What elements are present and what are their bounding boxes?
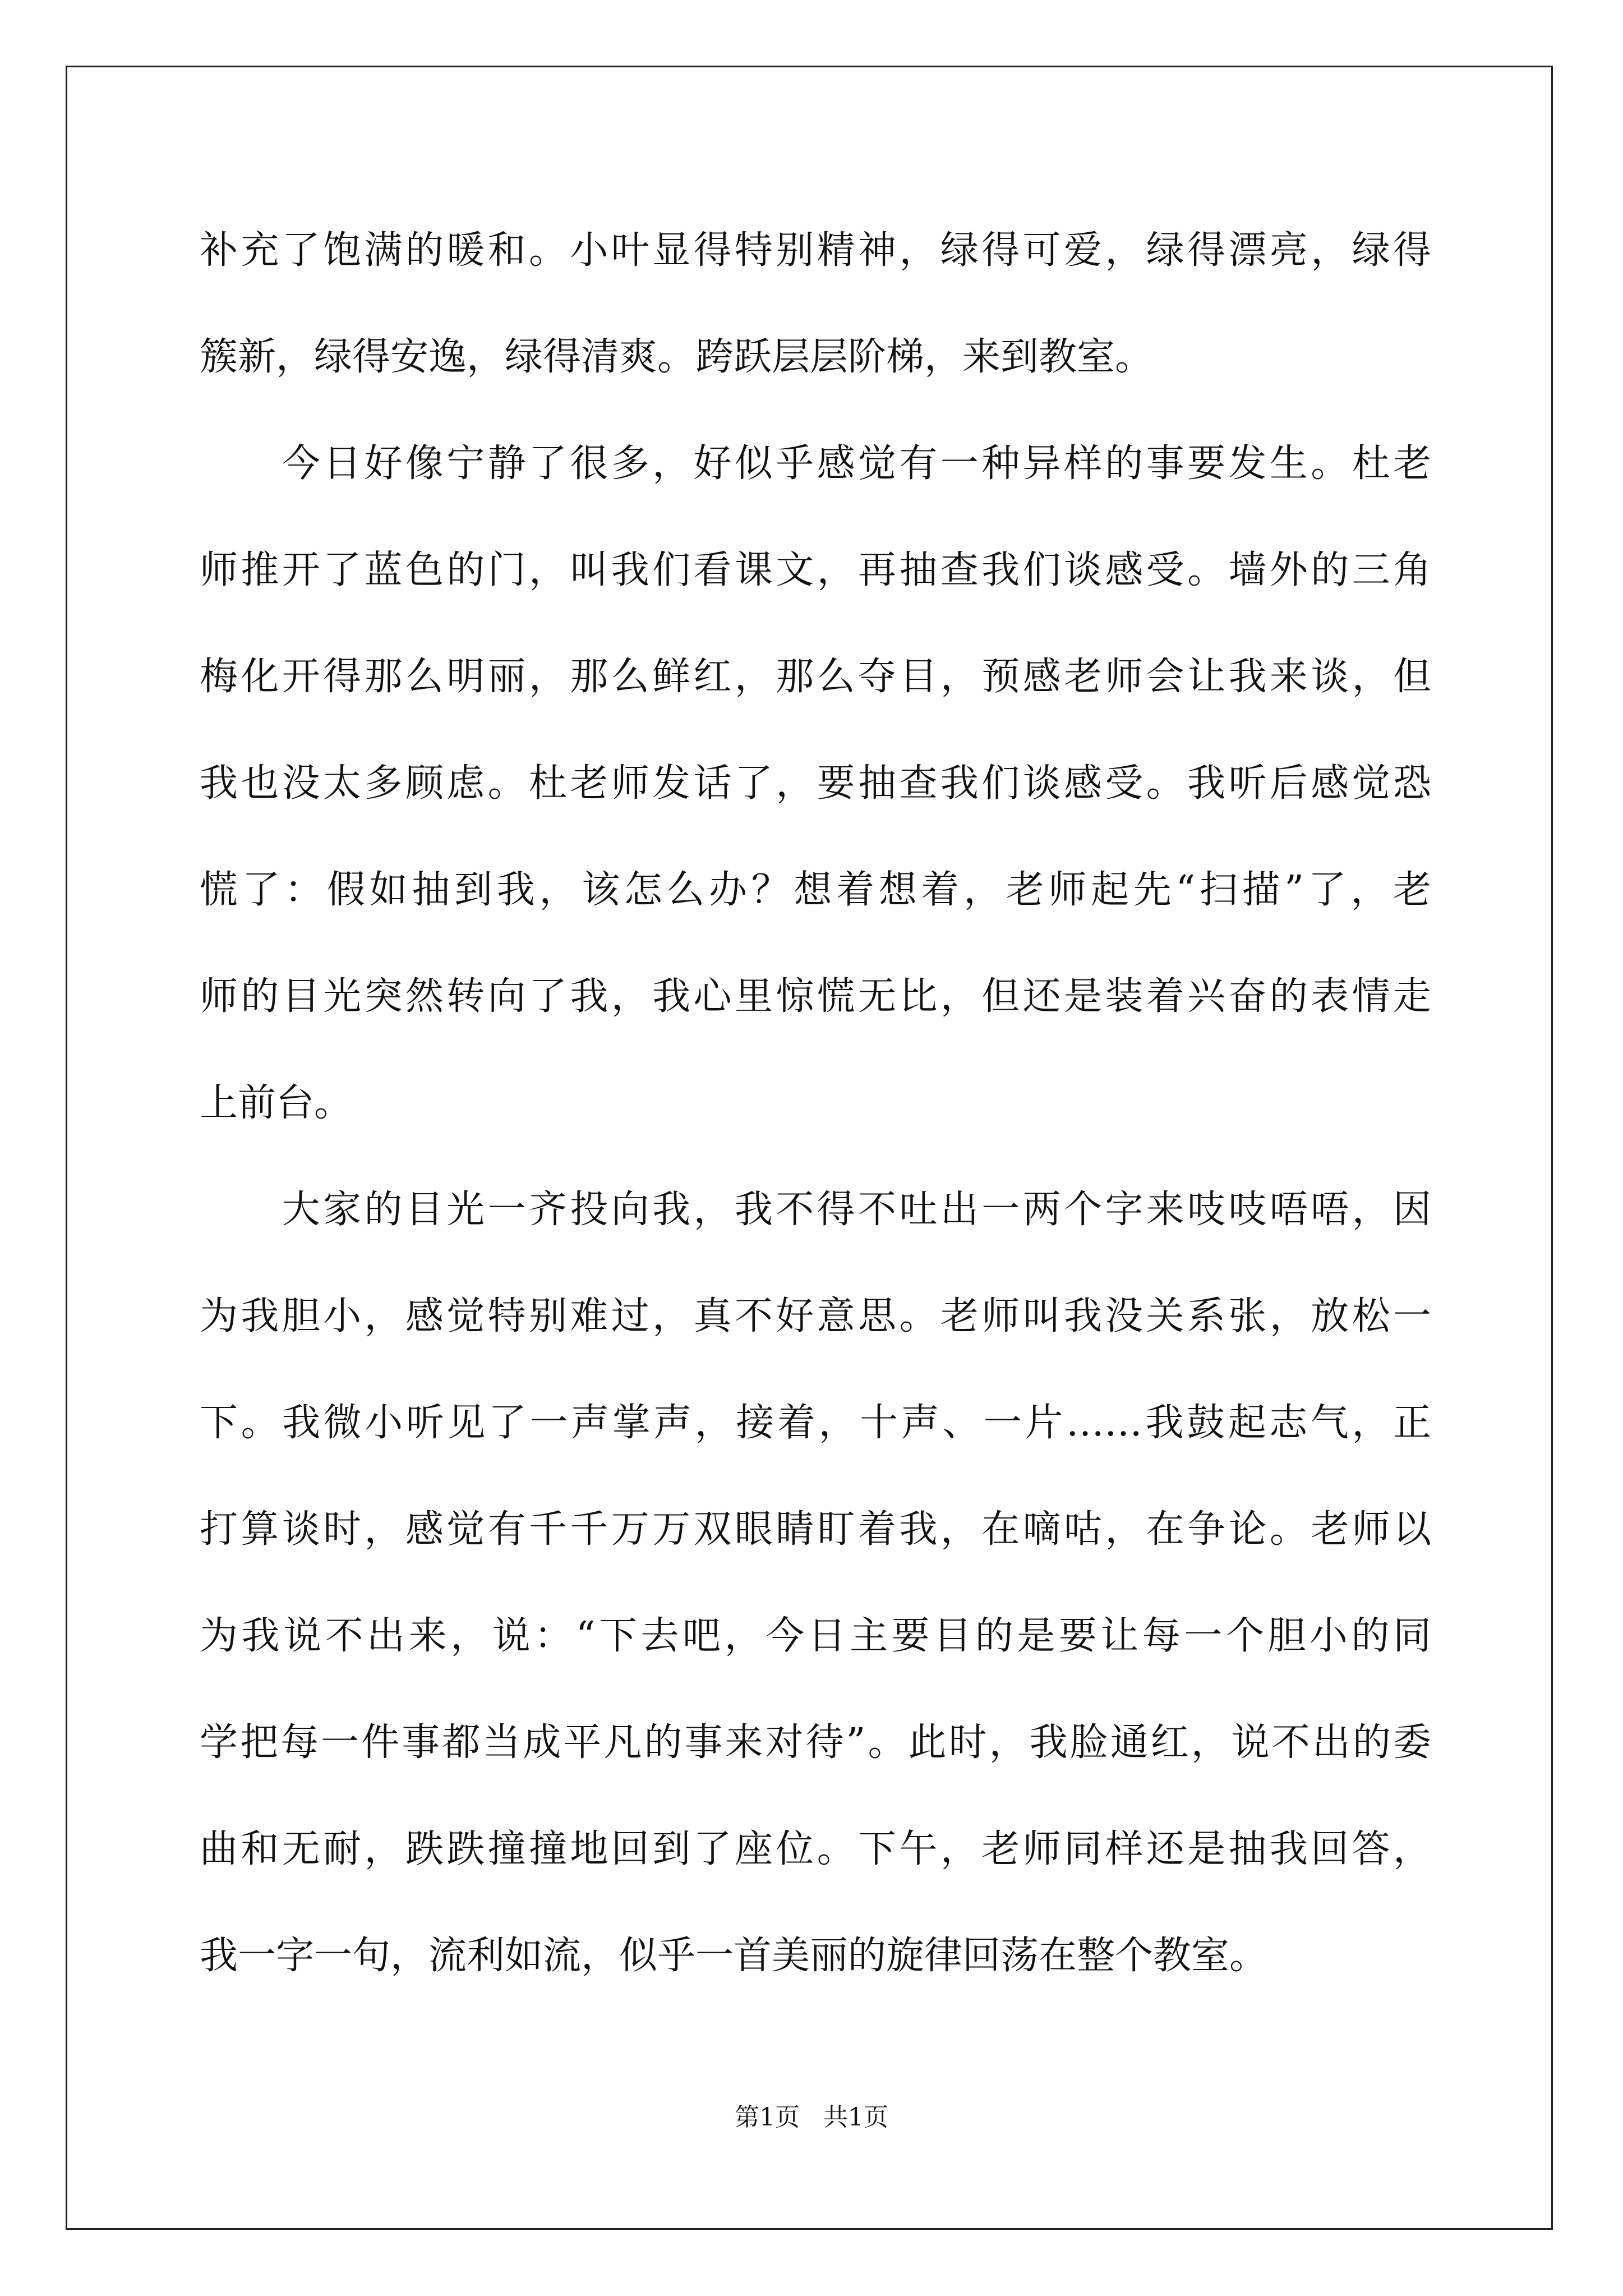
text-line: 慌了：假如抽到我，该怎么办？想着想着，老师起先“扫描”了，老 <box>200 868 1431 912</box>
text-line: 上前台。 <box>200 1081 353 1125</box>
text-line: 师推开了蓝色的门，叫我们看课文，再抽查我们谈感受。墙外的三角 <box>200 548 1431 592</box>
text-line: 师的目光突然转向了我，我心里惊慌无比，但还是装着兴奋的表情走 <box>200 974 1431 1019</box>
document-body <box>200 214 1431 2026</box>
text-line: 为我说不出来，说：“下去吧，今日主要目的是要让每一个胆小的同 <box>200 1614 1431 1658</box>
text-line: 曲和无耐，跌跌撞撞地回到了座位。下午，老师同样还是抽我回答， <box>200 1827 1431 1871</box>
text-line: 下。我微小听见了一声掌声，接着，十声、一片……我鼓起志气，正 <box>200 1401 1431 1445</box>
text-line: 补充了饱满的暖和。小叶显得特别精神，绿得可爱，绿得漂亮，绿得 <box>200 228 1431 273</box>
text-line: 学把每一件事都当成平凡的事来对待”。此时，我脸通红，说不出的委 <box>200 1720 1431 1765</box>
text-line: 为我胆小，感觉特别难过，真不好意思。老师叫我没关系张，放松一 <box>200 1294 1431 1338</box>
text-line: 大家的目光一齐投向我，我不得不吐出一两个字来吱吱唔唔，因 <box>200 1188 1431 1232</box>
text-line: 今日好像宁静了很多，好似乎感觉有一种异样的事要发生。杜老 <box>200 441 1431 486</box>
text-line: 梅化开得那么明丽，那么鲜红，那么夺目，预感老师会让我来谈，但 <box>200 655 1431 699</box>
text-line: 打算谈时，感觉有千千万万双眼睛盯着我，在嘀咕，在争论。老师以 <box>200 1507 1431 1552</box>
text-line: 簇新，绿得安逸，绿得清爽。跨跃层层阶梯，来到教室。 <box>200 335 1154 379</box>
text-line: 我一字一句，流利如流，似乎一首美丽的旋律回荡在整个教室。 <box>200 1934 1268 1978</box>
page-number-footer: 第1页 共1页 <box>735 2103 888 2132</box>
text-line: 我也没太多顾虑。杜老师发话了，要抽查我们谈感受。我听后感觉恐 <box>200 761 1431 806</box>
